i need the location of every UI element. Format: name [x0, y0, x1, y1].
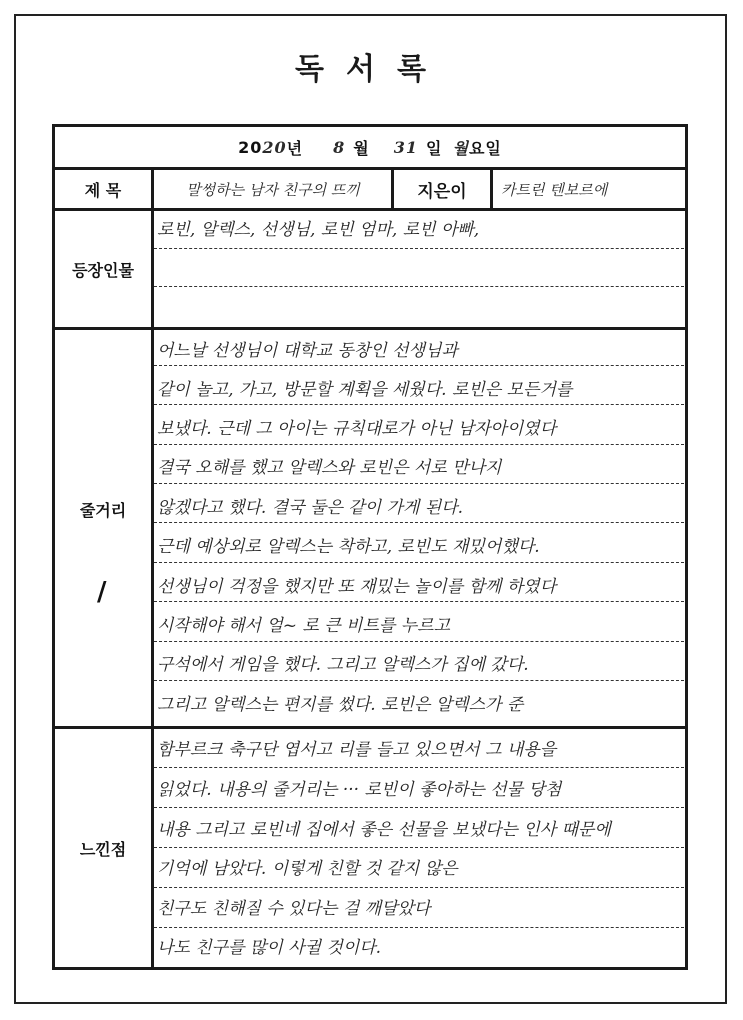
- plot-line-5: 않겠다고 했다. 결국 둘은 같이 가게 된다.: [157, 498, 463, 518]
- ruled-line: [154, 767, 684, 768]
- plot-label: 줄거리: [79, 501, 127, 520]
- ruled-line: [154, 248, 684, 249]
- ruled-line: [154, 365, 684, 366]
- characters-label: 등장인물: [72, 260, 134, 280]
- divider: [151, 211, 154, 327]
- ruled-line: [154, 286, 684, 287]
- reading-log-form: [52, 124, 688, 970]
- year-label: 년: [286, 138, 304, 158]
- ruled-line: [154, 444, 684, 445]
- year-prefix: 20: [238, 137, 263, 157]
- ruled-line: [154, 522, 684, 523]
- ruled-line: [154, 847, 684, 848]
- date-row: [55, 127, 685, 167]
- book-author: 카트린 텐보르에: [501, 180, 608, 199]
- plot-line-8: 시작해야 해서 얼~ 로 큰 비트를 누르고: [157, 616, 450, 636]
- page-title: 독서록: [295, 52, 448, 87]
- title-label: 제 목: [84, 180, 122, 200]
- impressions-line-6: 나도 친구를 많이 사귈 것이다.: [157, 938, 382, 958]
- divider: [151, 170, 154, 208]
- day-value: 31: [393, 137, 418, 157]
- ruled-line: [154, 641, 684, 642]
- book-title: 말썽하는 남자 친구의 뜨끼: [186, 180, 360, 199]
- impressions-line-5: 친구도 친해질 수 있다는 걸 깨달았다: [157, 899, 431, 919]
- month-label: 월: [353, 138, 370, 158]
- weekday-value: 월: [452, 138, 469, 158]
- day-label: 일: [426, 138, 443, 158]
- ruled-line: [154, 562, 684, 563]
- weekday-label: 요일: [468, 138, 502, 158]
- author-label: 지은이: [417, 181, 467, 202]
- month-value: 8: [333, 137, 346, 157]
- ruled-line: [154, 807, 684, 808]
- plot-line-7: 선생님이 걱정을 했지만 또 재밌는 놀이를 함께 하였다: [157, 577, 557, 597]
- plot-line-10: 그리고 알렉스는 편지를 썼다. 로빈은 알렉스가 준: [157, 695, 524, 715]
- impressions-line-1: 함부르크 축구단 엽서고 리를 들고 있으면서 그 내용을: [157, 740, 557, 760]
- ruled-line: [154, 404, 684, 405]
- impressions-label: 느낀점: [79, 839, 127, 859]
- ruled-line: [154, 483, 684, 484]
- impressions-line-2: 읽었다. 내용의 줄거리는 ··· 로빈이 좋아하는 선물 당첨: [157, 780, 562, 800]
- margin-mark: /: [97, 577, 107, 607]
- plot-line-2: 같이 놀고, 가고, 방문할 계획을 세웠다. 로빈은 모든거를: [157, 380, 573, 400]
- ruled-line: [154, 601, 684, 602]
- impressions-line-3: 내용 그리고 로빈네 집에서 좋은 선물을 보냈다는 인사 때문에: [157, 820, 611, 840]
- ruled-line: [154, 680, 684, 681]
- ruled-line: [154, 887, 684, 888]
- plot-line-6: 근데 예상외로 알렉스는 착하고, 로빈도 재밌어했다.: [157, 537, 540, 557]
- plot-line-4: 결국 오해를 했고 알렉스와 로빈은 서로 만나지: [157, 458, 502, 478]
- impressions-line-4: 기억에 남았다. 이렇게 친할 것 같지 않은: [157, 859, 458, 879]
- year-handwritten: 20: [262, 137, 287, 157]
- ruled-line: [154, 927, 684, 928]
- divider: [490, 170, 493, 208]
- divider: [151, 729, 154, 967]
- plot-line-1: 어느날 선생님이 대학교 동창인 선생님과: [157, 341, 458, 361]
- characters-line-1: 로빈, 알렉스, 선생님, 로빈 엄마, 로빈 아빠,: [157, 220, 480, 240]
- plot-line-9: 구석에서 게임을 했다. 그리고 알렉스가 집에 갔다.: [157, 655, 529, 675]
- plot-line-3: 보냈다. 근데 그 아이는 규칙대로가 아닌 남자아이였다: [157, 419, 557, 439]
- divider: [151, 330, 154, 726]
